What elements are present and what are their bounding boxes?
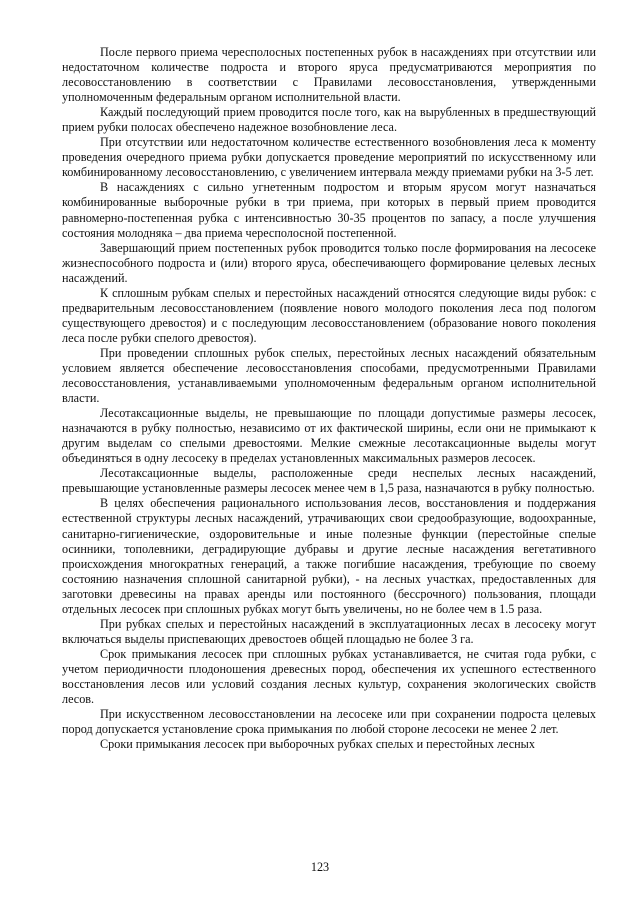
paragraph-2: Каждый последующий прием проводится после того, как на вырубленных в предшествующий прием рубки полосах обеспечено надежное возобновление леса. <box>62 105 596 135</box>
paragraph-11: При рубках спелых и перестойных насаждений в эксплуатационных лесах в лесосеку могут включаться выделы приспевающих древостоев общей площадью не более 3 га. <box>62 616 596 646</box>
document-body <box>62 45 596 752</box>
paragraph-7: При проведении сплошных рубок спелых, перестойных лесных насаждений обязательным условием является обеспечение лесовосстановления способами, предусмотренными Правилами лесовосстановления, устанавливаемыми уполномоченным федеральным органом исполнительной власти. <box>62 345 596 406</box>
paragraph-14: Сроки примыкания лесосек при выборочных рубках спелых и перестойных лесных <box>100 737 535 752</box>
paragraph-12: Срок примыкания лесосек при сплошных рубках устанавливается, не считая года рубки, с учетом периодичности плодоношения древесных пород, обеспечения их успешного естественного восстановления лесов или условий создания лесных культур, сохранения экологических свойств лесов. <box>62 646 596 707</box>
page-number: 123 <box>310 860 330 874</box>
paragraph-4: В насаждениях с сильно угнетенным подростом и вторым ярусом могут назначаться комбинированные выборочные рубки в три приема, при которых в первый прием проводится равномерно-постепенная рубка с интенсивностью 30-35 процентов по запасу, а после улучшения состояния молодняка – два приема чересполосной постепенной. <box>62 180 596 240</box>
paragraph-9: Лесотаксационные выделы, расположенные среди неспелых лесных насаждений, превышающие установленные размеры лесосек менее чем в 1,5 раза, назначаются в рубку полностью. <box>62 466 596 496</box>
paragraph-5: Завершающий прием постепенных рубок проводится только после формирования на лесосеке жизнеспособного подроста и (или) второго яруса, обеспечивающего формирование целевых лесных насаждений. <box>62 240 596 285</box>
paragraph-13: При искусственном лесовосстановлении на лесосеке или при сохранении подроста целевых пород допускается установление срока примыкания по любой стороне лесосеки не менее 2 лет. <box>62 707 596 737</box>
paragraph-10: В целях обеспечения рационального использования лесов, восстановления и поддержания естественной структуры лесных насаждений, утрачивающих свои средообразующие, водоохранные, санитарно-гигиенические, оздоровительные и иные полезные функции (перестойные спелые осинники, тополевники, деградирующие дубравы и другие лесные насаждения вегетативного происхождения многократных генераций, а также погибшие насаждения, требующие по своему состоянию назначения сплошной санитарной рубки), - на лесных участках, предоставленных для заготовки древесины на правах аренды или постоянного (бессрочного) пользования, площади отдельных лесосек при сплошных рубках могут быть увеличены, но не более чем в 1.5 раза. <box>62 496 596 616</box>
paragraph-3: При отсутствии или недостаточном количестве естественного возобновления леса к моменту проведения очередного приема рубки допускается проведение мероприятий по искусственному или комбинированному лесовосстановлению, с увеличением интервала между приемами рубки на 3-5 лет. <box>62 135 596 180</box>
paragraph-8: Лесотаксационные выделы, не превышающие по площади допустимые размеры лесосек, назначаются в рубку полностью, независимо от их фактической ширины, если они не примыкают к другим выделам со спелыми древостоями. Мелкие смежные лесотаксационные выделы могут объединяться в одну лесосеку в пределах установленных максимальных размеров лесосек. <box>62 406 596 466</box>
paragraph-6: К сплошным рубкам спелых и перестойных насаждений относятся следующие виды рубок: с предварительным лесовосстановлением (появление нового молодого поколения леса под пологом существующего древостоя) и с последующим лесовосстановлением (образование нового поколения леса после рубки спелого древостоя). <box>62 285 596 345</box>
paragraph-1: После первого приема чересполосных постепенных рубок в насаждениях при отсутствии или недостаточном количестве подроста и второго яруса предусматриваются мероприятия по лесовосстановлению в соответствии с Правилами лесовосстановления, утвержденными уполномоченным федеральным органом исполнительной власти. <box>62 45 596 105</box>
